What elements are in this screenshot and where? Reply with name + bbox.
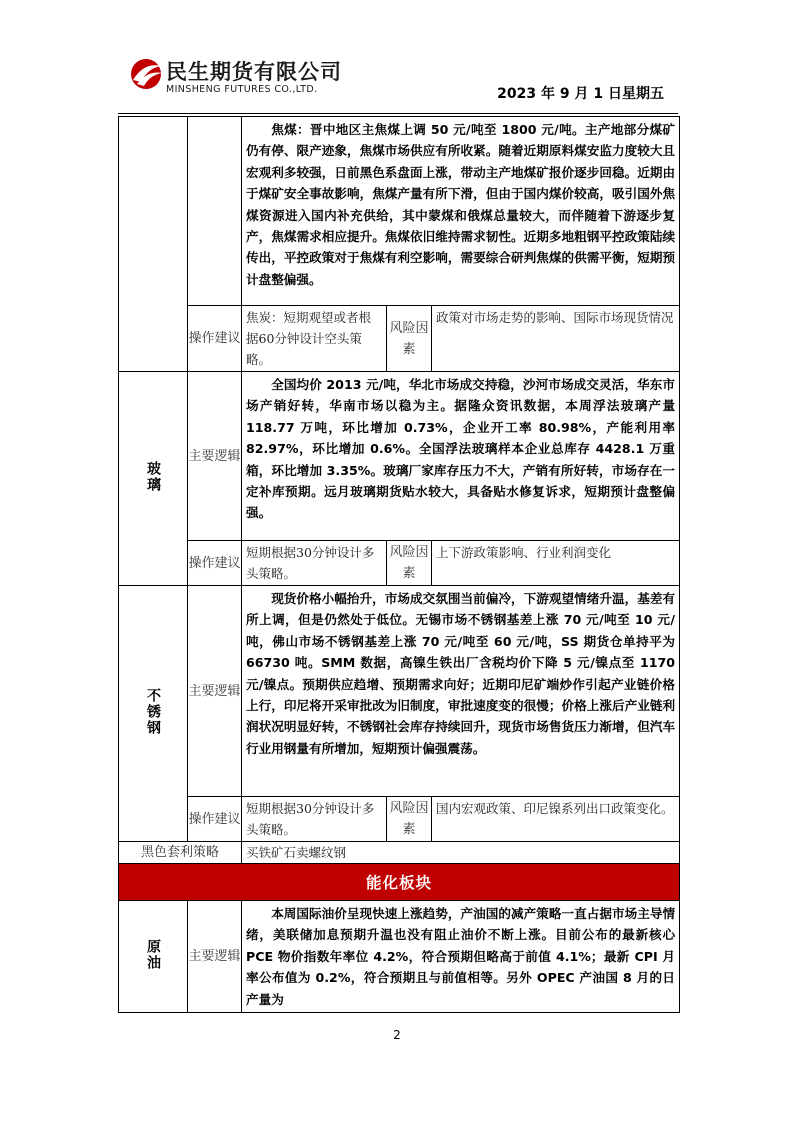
company-name-cn: 民生期货有限公司	[166, 60, 342, 84]
energy-section-row	[119, 864, 680, 901]
glass-operation-row	[119, 541, 680, 586]
glass-category-cell	[119, 372, 188, 586]
crude-logic-cell	[242, 901, 680, 1013]
glass-logic-row	[119, 372, 680, 541]
black-arbitrage-value: 买铁矿石卖螺纹钢	[242, 842, 680, 864]
header-divider	[118, 113, 678, 114]
coke-operation-row	[119, 306, 680, 372]
page-number: 2	[393, 1028, 401, 1042]
glass-operation-text: 短期根据30分钟设计多头策略。	[242, 541, 387, 586]
stainless-operation-row	[119, 797, 680, 842]
strategy-table	[118, 116, 680, 1013]
crude-category-cell	[119, 901, 188, 1013]
stainless-risk-label: 风险因素	[387, 797, 432, 842]
coke-risk-text: 政策对市场走势的影响、国际市场现货情况	[432, 306, 680, 372]
company-name-en: MINSHENG FUTURES CO.,LTD.	[166, 84, 318, 95]
glass-logic-text: 全国均价 2013 元/吨，华北市场成交持稳，沙河市场成交灵活，华东市场产销好转，华南市场以稳为主。据隆众资讯数据，本周浮法玻璃产量 118.77 万吨，环比增加 0.73%，企业开工率 80.98%，产能利用率 82.97%，环比增加 0.6%。全国浮法玻璃样本企业总库存 4428.1 万重箱，环比增加 3.35%。玻璃厂家库存压力不大，产销有所好转，市场存在一定补库预期。远月玻璃期货贴水较大，具备贴水修复诉求，短期预计盘整偏强。	[246, 377, 676, 521]
company-logo	[128, 56, 368, 102]
black-arbitrage-label: 黑色套利策略	[119, 842, 242, 864]
glass-operation-label: 操作建议	[188, 541, 242, 586]
coke-logic-label-cell	[188, 117, 242, 306]
glass-risk-label: 风险因素	[387, 541, 432, 586]
coke-logic-text: 焦煤：晋中地区主焦煤上调 50 元/吨至 1800 元/吨。主产地部分煤矿仍有停、限产迹象，焦煤市场供应有所收紧。随着近期原料煤安监力度较大且宏观利多较强，日前黑色系盘面上涨，带动主产地煤矿报价逐步回稳。近期由于煤矿安全事故影响，焦煤产量有所下滑，但由于国内煤价较高，吸引国外焦煤资源进入国内补充供给，其中蒙煤和俄煤总量较大，而伴随着下游逐步复产，焦煤需求相应提升。焦煤依旧维持需求韧性。近期多地粗钢平控政策陆续传出，平控政策对于焦煤有利空影响，需要综合研判焦煤的供需平衡，短期预计盘整偏强。	[246, 122, 676, 287]
coke-operation-label: 操作建议	[188, 306, 242, 372]
coke-logic-cell	[242, 117, 680, 306]
crude-category-label: 原油	[145, 938, 161, 971]
glass-logic-cell	[242, 372, 680, 541]
crude-logic-text: 本周国际油价呈现快速上涨趋势，产油国的减产策略一直占据市场主导情绪，美联储加息预期升温也没有阻止油价不断上涨。目前公布的最新核心 PCE 物价指数年率位 4.2%，符合预期但略高于前值 4.1%；最新 CPI 月率公布值为 0.2%，符合预期且与前值相等。另外 OPEC 产油国 8 月的日产量为	[246, 906, 676, 1007]
stainless-operation-label: 操作建议	[188, 797, 242, 842]
glass-logic-label: 主要逻辑	[188, 372, 242, 541]
crude-logic-row	[119, 901, 680, 1013]
coke-operation-text: 焦炭：短期观望或者根据60分钟设计空头策略。	[242, 306, 387, 372]
black-arbitrage-row	[119, 842, 680, 864]
energy-section-title: 能化板块	[119, 864, 680, 901]
stainless-logic-row	[119, 586, 680, 797]
report-date: 2023 年 9 月 1 日星期五	[497, 86, 664, 102]
stainless-category-label: 不锈钢	[145, 687, 161, 736]
coke-risk-label: 风险因素	[387, 306, 432, 372]
coke-category-cell	[119, 117, 188, 372]
stainless-logic-cell	[242, 586, 680, 797]
crude-logic-label: 主要逻辑	[188, 901, 242, 1013]
coke-logic-row	[119, 117, 680, 306]
glass-category-label: 玻璃	[145, 460, 161, 493]
stainless-operation-text: 短期根据30分钟设计多头策略。	[242, 797, 387, 842]
stainless-logic-text: 现货价格小幅抬升，市场成交氛围当前偏冷，下游观望情绪升温，基差有所上调，但是仍然处于低位。无锡市场不锈钢基差上涨 70 元/吨至 10 元/吨，佛山市场不锈钢基差上涨 70 元/吨至 60 元/吨，SS 期货仓单持平为 66730 吨。SMM 数据，高镍生铁出厂含税均价下降 5 元/镍点至 1170 元/镍点。预期供应趋增、预期需求向好；近期印尼矿端炒作引起产业链价格上行，印尼将开采审批改为旧制度，审批速度变的很慢；价格上涨后产业链利润状况明显好转，不锈钢社会库存持续回升，现货市场售货压力渐增，但汽车行业用钢量有所增加，短期预计偏强震荡。	[246, 591, 676, 756]
stainless-logic-label: 主要逻辑	[188, 586, 242, 797]
stainless-risk-text: 国内宏观政策、印尼镍系列出口政策变化。	[432, 797, 680, 842]
minsheng-logo-icon	[128, 56, 164, 92]
stainless-category-cell	[119, 586, 188, 842]
glass-risk-text: 上下游政策影响、行业利润变化	[432, 541, 680, 586]
